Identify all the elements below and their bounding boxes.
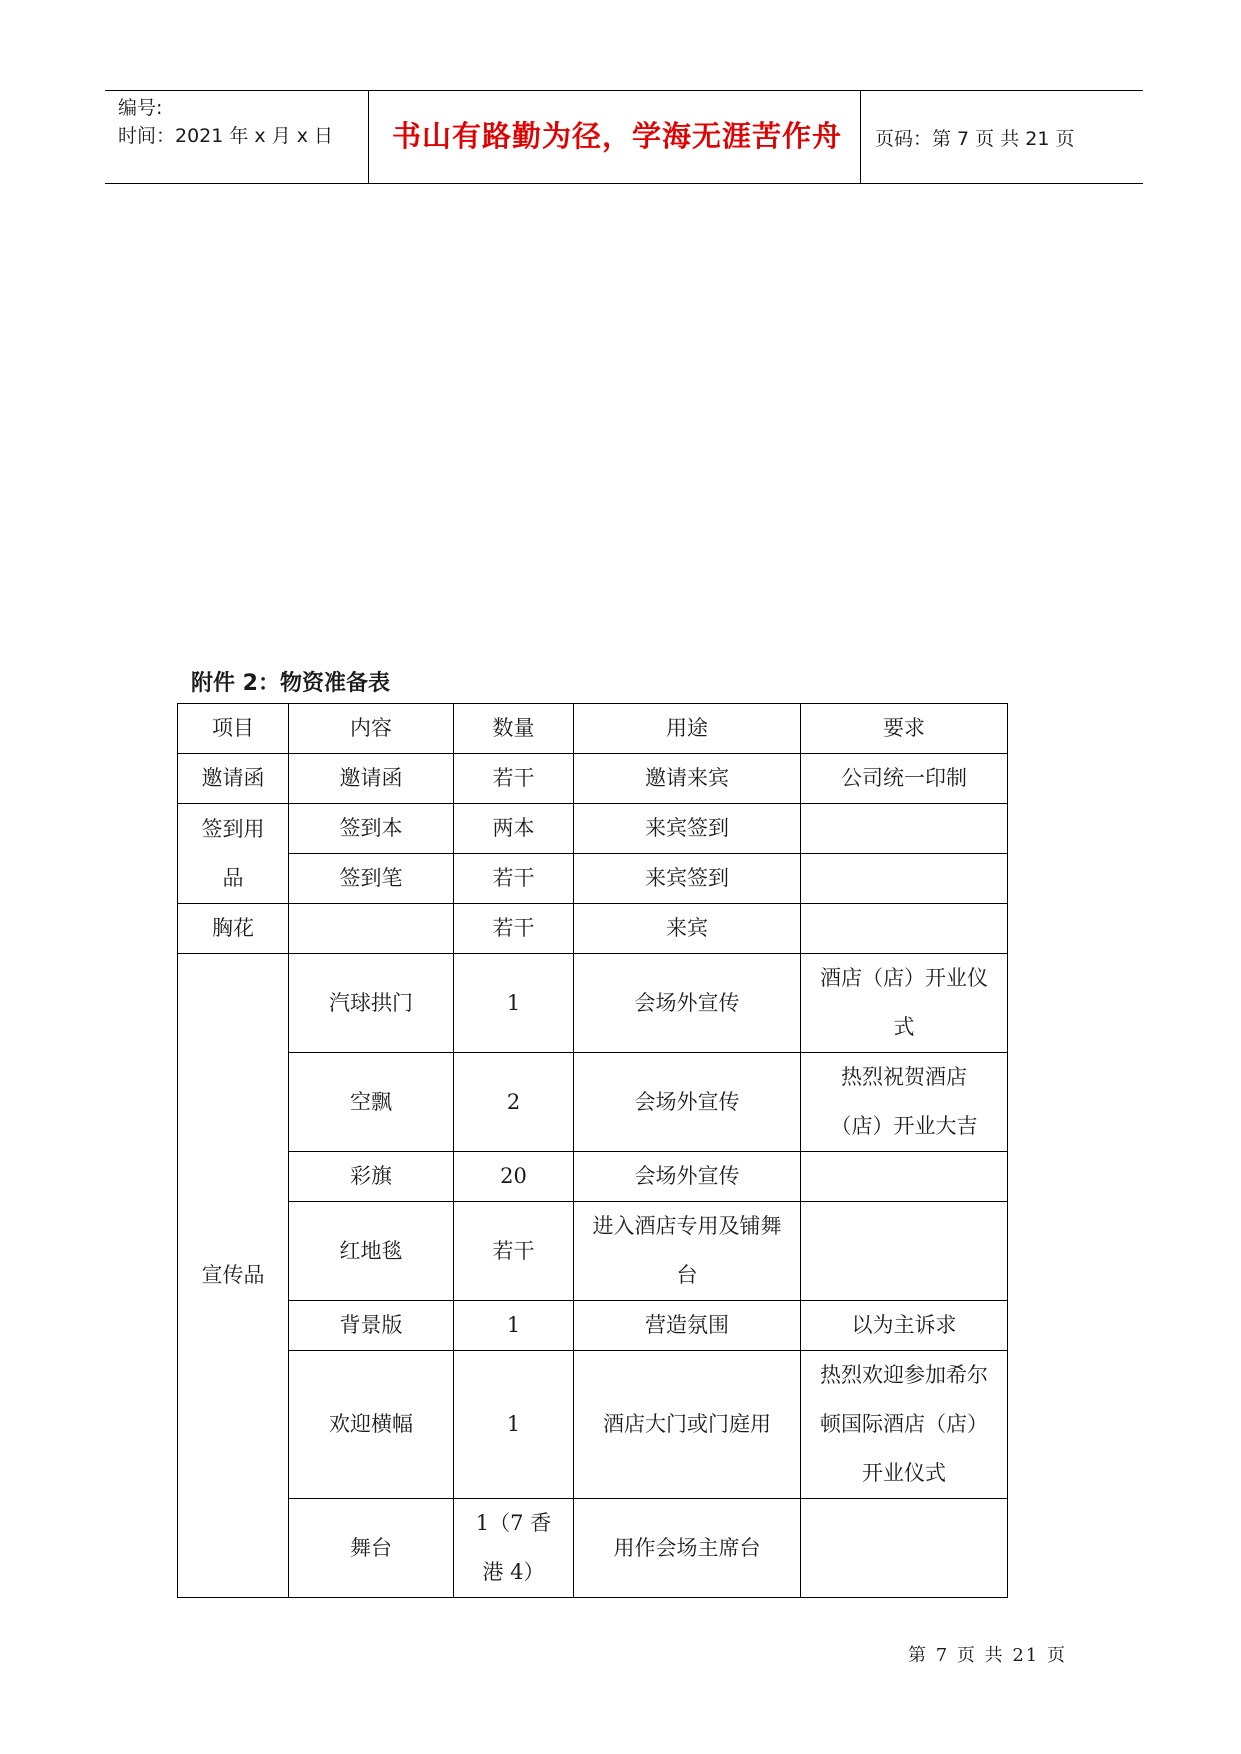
cell-req: 公司统一印制 xyxy=(801,754,1008,804)
cell-use: 酒店大门或门庭用 xyxy=(574,1351,801,1499)
header-cell-qty: 数量 xyxy=(454,704,574,754)
cell-qty: 若干 xyxy=(454,1202,574,1301)
table-row xyxy=(178,904,1008,954)
table-row xyxy=(178,1499,1008,1598)
header-bottom-rule xyxy=(105,183,1143,184)
header-cell-content: 内容 xyxy=(289,704,454,754)
cell-use: 来宾签到 xyxy=(574,854,801,904)
cell-content: 签到笔 xyxy=(289,854,454,904)
cell-qty: 20 xyxy=(454,1152,574,1202)
time-text: 时间：2021 年 x 月 x 日 xyxy=(118,125,334,147)
cell-req xyxy=(801,1152,1008,1202)
cell-qty: 若干 xyxy=(454,854,574,904)
table-row xyxy=(178,854,1008,904)
cell-use: 进入酒店专用及铺舞台 xyxy=(574,1202,801,1301)
cell-item: 邀请函 xyxy=(178,754,289,804)
header-cell-use: 用途 xyxy=(574,704,801,754)
cell-content: 背景版 xyxy=(289,1301,454,1351)
cell-use: 营造氛围 xyxy=(574,1301,801,1351)
cell-content: 签到本 xyxy=(289,804,454,854)
cell-qty: 1 xyxy=(454,954,574,1053)
cell-qty: 若干 xyxy=(454,904,574,954)
cell-req xyxy=(801,854,1008,904)
table-header-row xyxy=(178,704,1008,754)
cell-content: 舞台 xyxy=(289,1499,454,1598)
table-row xyxy=(178,1202,1008,1301)
cell-use: 来宾签到 xyxy=(574,804,801,854)
cell-qty: 1（7 香港 4） xyxy=(454,1499,574,1598)
cell-content: 空飘 xyxy=(289,1053,454,1152)
cell-req: 热烈祝贺酒店（店）开业大吉 xyxy=(801,1053,1008,1152)
cell-use: 邀请来宾 xyxy=(574,754,801,804)
cell-content: 欢迎横幅 xyxy=(289,1351,454,1499)
header-page-number: 页码：第 7 页 共 21 页 xyxy=(875,128,1075,150)
header-cell-req: 要求 xyxy=(801,704,1008,754)
cell-qty: 2 xyxy=(454,1053,574,1152)
cell-content: 汽球拱门 xyxy=(289,954,454,1053)
cell-use: 用作会场主席台 xyxy=(574,1499,801,1598)
cell-content: 彩旗 xyxy=(289,1152,454,1202)
header-divider-left xyxy=(368,90,369,184)
table-row xyxy=(178,1152,1008,1202)
header-motto: 书山有路勤为径，学海无涯苦作舟 xyxy=(391,119,842,153)
serial-label: 编号: xyxy=(118,97,163,119)
cell-req xyxy=(801,1202,1008,1301)
cell-req xyxy=(801,1499,1008,1598)
cell-qty: 1 xyxy=(454,1301,574,1351)
table-caption: 附件 2：物资准备表 xyxy=(191,671,390,696)
cell-req: 酒店（店）开业仪式 xyxy=(801,954,1008,1053)
table-row xyxy=(178,754,1008,804)
cell-item: 签到用品 xyxy=(178,804,289,904)
header-meta xyxy=(118,94,333,150)
cell-req xyxy=(801,904,1008,954)
cell-content: 邀请函 xyxy=(289,754,454,804)
materials-table xyxy=(177,703,1008,1598)
header-cell-item: 项目 xyxy=(178,704,289,754)
cell-use: 会场外宣传 xyxy=(574,1053,801,1152)
cell-qty: 若干 xyxy=(454,754,574,804)
table-row xyxy=(178,1301,1008,1351)
cell-qty: 两本 xyxy=(454,804,574,854)
table-row xyxy=(178,804,1008,854)
table-row xyxy=(178,1351,1008,1499)
footer-page-number: 第 7 页 共 21 页 xyxy=(908,1645,1067,1666)
cell-req: 以为主诉求 xyxy=(801,1301,1008,1351)
cell-use: 来宾 xyxy=(574,904,801,954)
cell-content xyxy=(289,904,454,954)
cell-req xyxy=(801,804,1008,854)
table-row xyxy=(178,1053,1008,1152)
cell-use: 会场外宣传 xyxy=(574,954,801,1053)
cell-req: 热烈欢迎参加希尔顿国际酒店（店）开业仪式 xyxy=(801,1351,1008,1499)
cell-content: 红地毯 xyxy=(289,1202,454,1301)
cell-qty: 1 xyxy=(454,1351,574,1499)
table-row xyxy=(178,954,1008,1053)
cell-item: 胸花 xyxy=(178,904,289,954)
cell-item: 宣传品 xyxy=(178,954,289,1598)
header-top-rule xyxy=(105,90,1143,91)
cell-use: 会场外宣传 xyxy=(574,1152,801,1202)
